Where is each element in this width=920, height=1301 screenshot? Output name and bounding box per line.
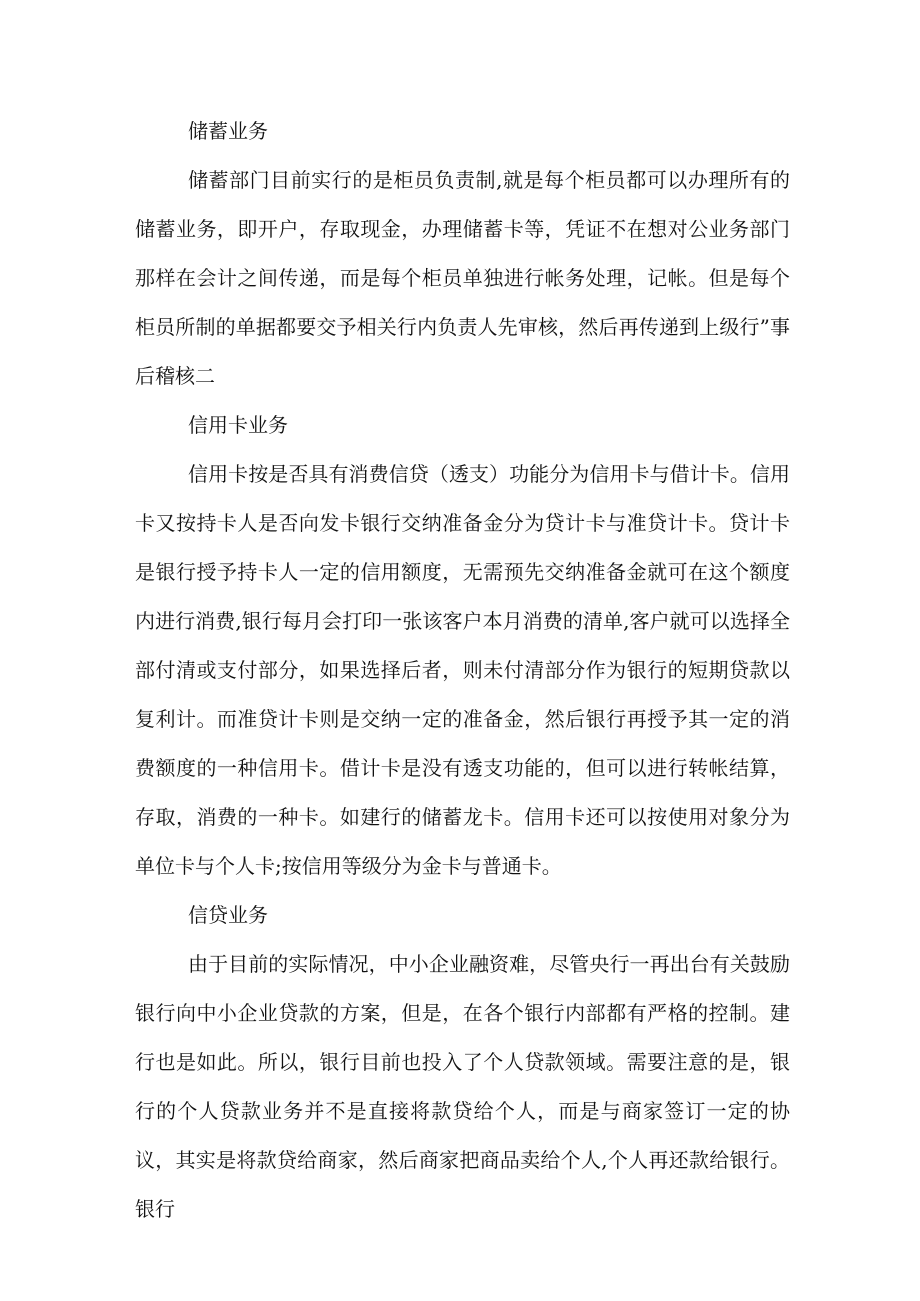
section-body-credit-card: 信用卡按是否具有消费信贷（透支）功能分为信用卡与借计卡。信用卡又按持卡人是否向发卡银行交纳准备金分为贷计卡与准贷计卡。贷计卡是银行授予持卡人一定的信用额度，无需预先交纳准备金就可在这个额度内进行消费,银行每月会打印一张该客户本月消费的清单,客户就可以选择全部付清或支付部分，如果选择后者，则未付清部分作为银行的短期贷款以复利计。而准贷计卡则是交纳一定的准备金，然后银行再授予其一定的消费额度的一种信用卡。借计卡是没有透支功能的，但可以进行转帐结算，存取，消费的一种卡。如建行的储蓄龙卡。信用卡还可以按使用对象分为单位卡与个人卡;按信用等级分为金卡与普通卡。 bbox=[135, 462, 790, 878]
section-heading-savings: 储蓄业务 bbox=[188, 119, 268, 143]
section-heading-credit-card: 信用卡业务 bbox=[188, 413, 288, 437]
document-page bbox=[135, 107, 790, 1234]
section-body-savings: 储蓄部门目前实行的是柜员负责制,就是每个柜员都可以办理所有的储蓄业务，即开户，存取现金，办理储蓄卡等，凭证不在想对公业务部门那样在会计之间传递，而是每个柜员单独进行帐务处理，记帐。但是每个柜员所制的单据都要交予相关行内负责人先审核，然后再传递到上级行”事后稽核二 bbox=[135, 168, 790, 388]
section-heading-credit-loans: 信贷业务 bbox=[188, 903, 268, 927]
section-body-credit-loans: 由于目前的实际情况，中小企业融资难，尽管央行一再出台有关鼓励银行向中小企业贷款的方案，但是，在各个银行内部都有严格的控制。建行也是如此。所以，银行目前也投入了个人贷款领域。需要注意的是，银行的个人贷款业务并不是直接将款贷给个人，而是与商家签订一定的协议，其实是将款贷给商家，然后商家把商品卖给个人,个人再还款给银行。银行 bbox=[135, 952, 790, 1221]
